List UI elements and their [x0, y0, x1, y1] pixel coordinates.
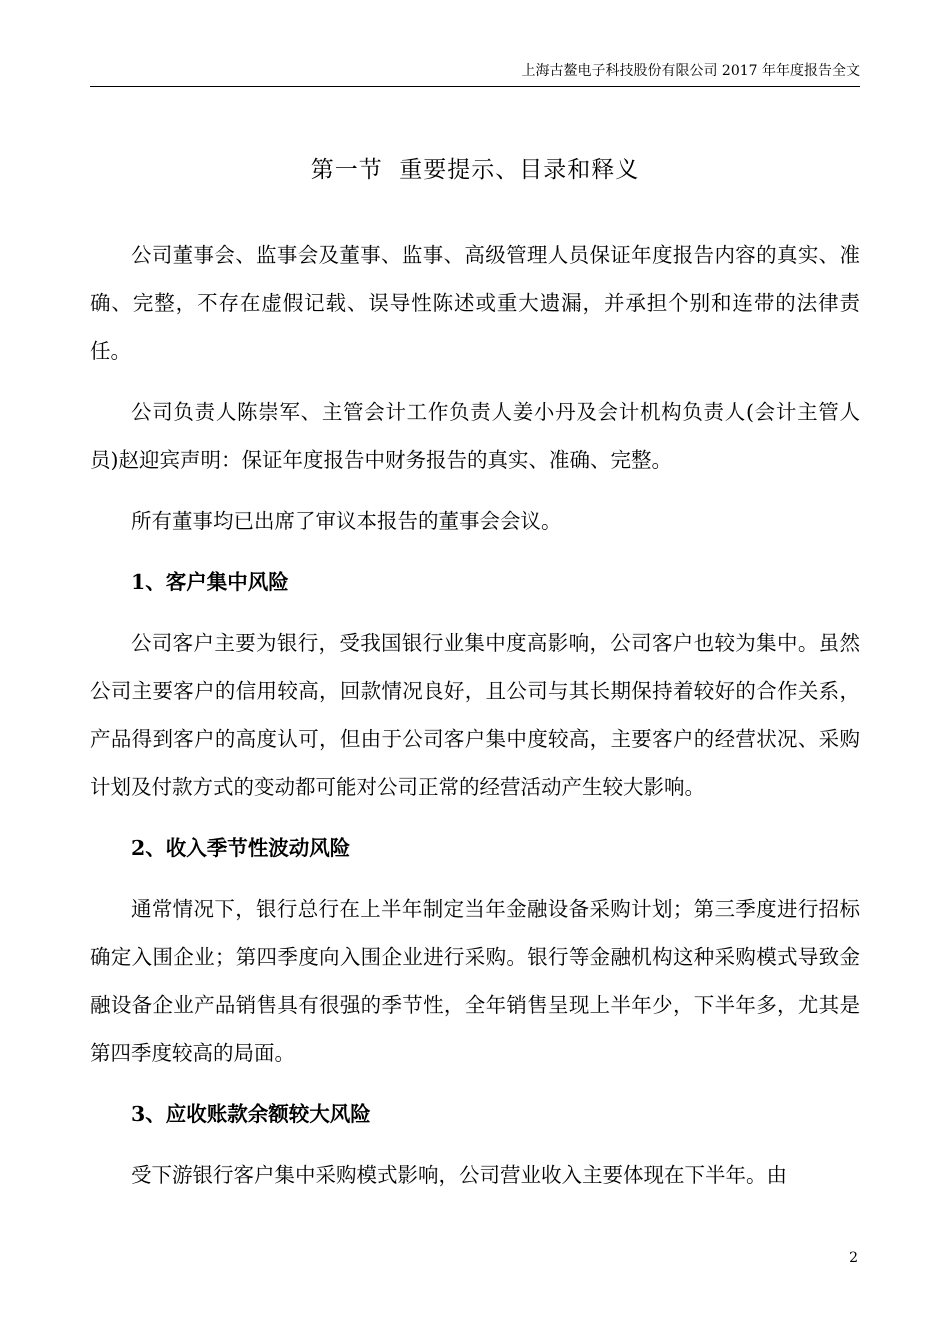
risk-text-seasonal-revenue: 通常情况下，银行总行在上半年制定当年金融设备采购计划；第三季度进行招标确定入围企业；第四季度向入围企业进行采购。银行等金融机构这种采购模式导致金融设备企业产品销售具有很强的季节性，全年销售呈现上半年少，下半年多，尤其是第四季度较高的局面。	[90, 897, 860, 1065]
risk-text-customer-concentration: 公司客户主要为银行，受我国银行业集中度高影响，公司客户也较为集中。虽然公司主要客户的信用较高，回款情况良好，且公司与其长期保持着较好的合作关系，产品得到客户的高度认可，但由于公司客户集中度较高，主要客户的经营状况、采购计划及付款方式的变动都可能对公司正常的经营活动产生较大影响。	[90, 631, 860, 799]
document-body	[90, 231, 860, 1212]
section-title: 第一节 重要提示、目录和释义	[310, 157, 640, 183]
board-attendance-paragraph: 所有董事均已出席了审议本报告的董事会会议。	[131, 509, 562, 533]
risk-heading-seasonal-revenue: 2、收入季节性波动风险	[131, 836, 351, 860]
risk-heading-receivables: 3、应收账款余额较大风险	[131, 1102, 371, 1126]
page-number: 2	[849, 1250, 858, 1266]
responsible-persons-paragraph: 公司负责人陈崇军、主管会计工作负责人姜小丹及会计机构负责人(会计主管人员)赵迎宾声明：保证年度报告中财务报告的真实、准确、完整。	[90, 400, 860, 472]
report-header-title: 上海古鳌电子科技股份有限公司 2017 年年度报告全文	[521, 63, 860, 79]
risk-text-receivables: 受下游银行客户集中采购模式影响，公司营业收入主要体现在下半年。由	[131, 1163, 787, 1187]
board-guarantee-paragraph: 公司董事会、监事会及董事、监事、高级管理人员保证年度报告内容的真实、准确、完整，不存在虚假记载、误导性陈述或重大遗漏，并承担个别和连带的法律责任。	[90, 243, 860, 363]
header-divider	[90, 86, 860, 87]
risk-heading-customer-concentration: 1、客户集中风险	[131, 570, 289, 594]
